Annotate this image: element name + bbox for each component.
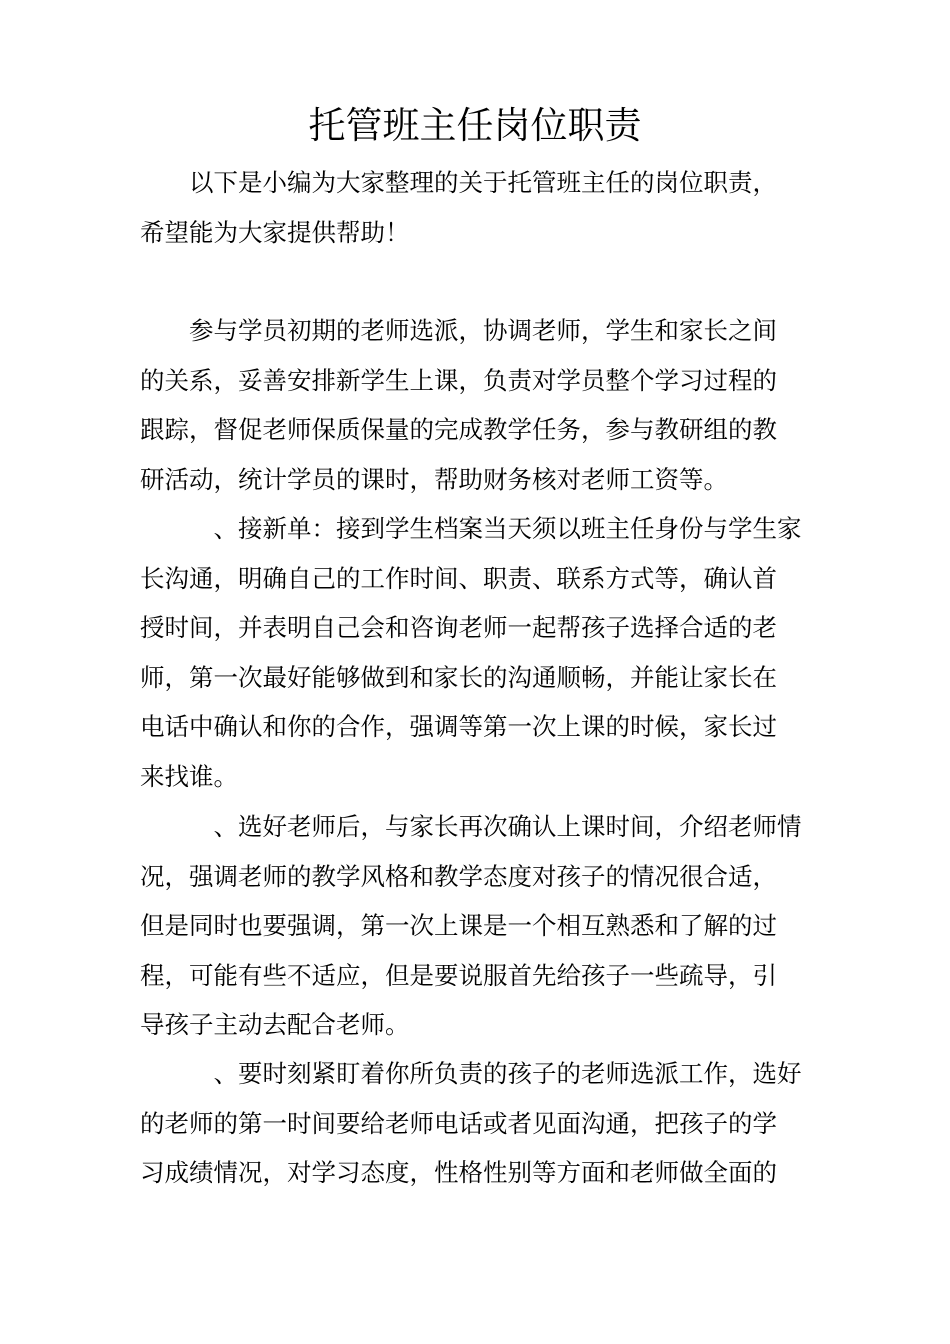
text-line: 习成绩情况，对学习态度，性格性别等方面和老师做全面的 [140, 1158, 777, 1187]
intro-paragraph [140, 158, 830, 257]
text-line: 师，第一次最好能够做到和家长的沟通顺畅，并能让家长在 [140, 662, 777, 692]
text-line: 希望能为大家提供帮助！ [140, 217, 410, 247]
text-line: 况，强调老师的教学风格和教学态度对孩子的情况很合适， [140, 861, 777, 891]
paragraph-monitor-assignment [140, 1049, 830, 1198]
text-line: 但是同时也要强调，第一次上课是一个相互熟悉和了解的过 [140, 911, 777, 940]
text-line: 、要时刻紧盯着你所负责的孩子的老师选派工作，选好 [140, 1059, 802, 1088]
text-line: 研活动，统计学员的课时，帮助财务核对老师工资等。 [140, 464, 728, 494]
paragraph-duties-overview [140, 306, 830, 504]
text-line: 电话中确认和你的合作，强调等第一次上课的时候，家长过 [140, 712, 777, 741]
text-line: 以下是小编为大家整理的关于托管班主任的岗位职责， [140, 168, 777, 197]
text-line: 授时间，并表明自己会和咨询老师一起帮孩子选择合适的老 [140, 613, 777, 642]
text-line: 程，可能有些不适应，但是要说服首先给孩子一些疏导，引 [140, 960, 777, 990]
paragraph-after-teacher-selected [140, 802, 830, 1050]
text-line: 跟踪，督促老师保质保量的完成教学任务，参与教研组的教 [140, 415, 777, 444]
text-line: 、接新单：接到学生档案当天须以班主任身份与学生家 [140, 514, 802, 543]
text-line: 、选好老师后，与家长再次确认上课时间，介绍老师情 [140, 812, 802, 841]
text-line: 的关系，妥善安排新学生上课，负责对学员整个学习过程的 [140, 365, 777, 395]
text-line: 长沟通，明确自己的工作时间、职责、联系方式等，确认首 [140, 563, 777, 593]
text-line: 参与学员初期的老师选派，协调老师，学生和家长之间 [140, 316, 777, 345]
text-line: 来找谁。 [140, 761, 238, 791]
document-title: 托管班主任岗位职责 [308, 104, 642, 147]
paragraph-new-order [140, 504, 830, 801]
text-line: 的老师的第一时间要给老师电话或者见面沟通，把孩子的学 [140, 1108, 777, 1138]
text-line: 导孩子主动去配合老师。 [140, 1010, 410, 1039]
